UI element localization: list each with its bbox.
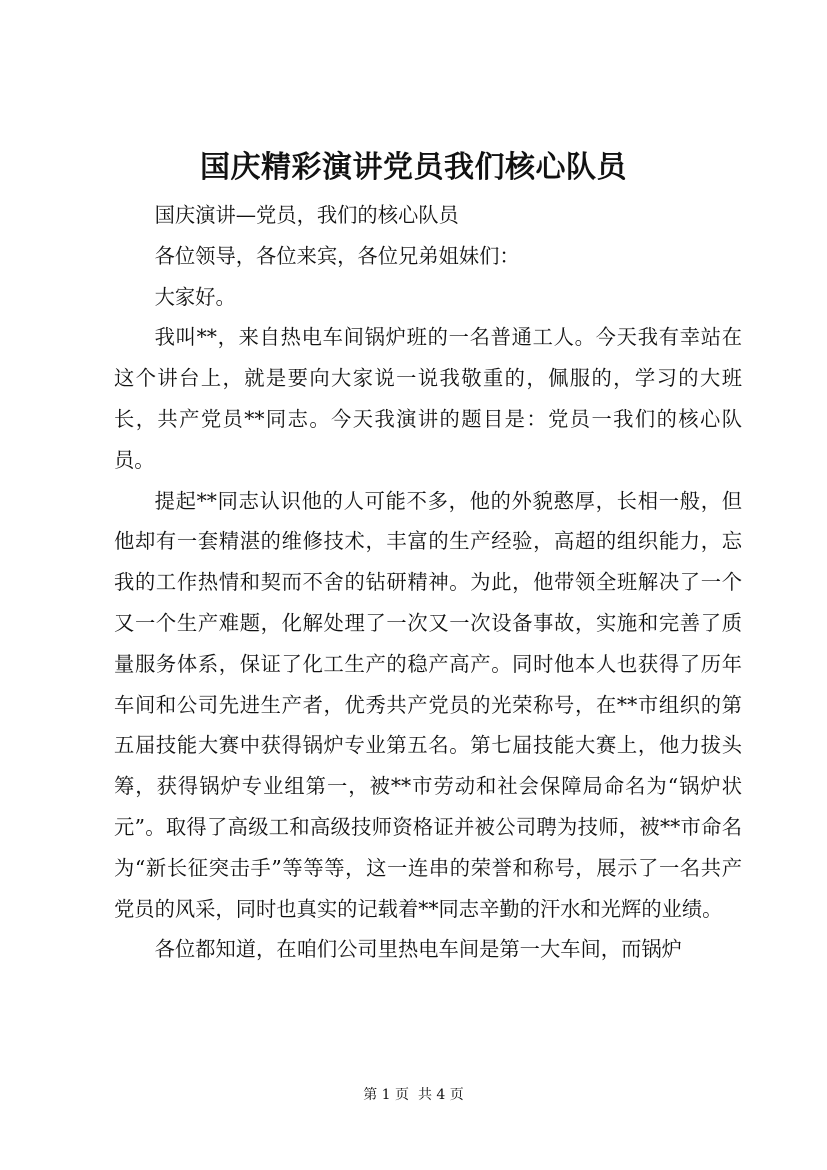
page-number-footer: 第 1 页 共 4 页	[363, 1087, 464, 1103]
paragraph-continuation: 各位都知道，在咱们公司里热电车间是第一大车间，而锅炉	[154, 937, 682, 962]
paragraph-greeting: 大家好。	[154, 284, 236, 309]
document-body	[114, 195, 742, 970]
paragraph-introduction: 我叫**，来自热电车间锅炉班的一名普通工人。今天我有幸站在这个讲台上，就是要向大家说一说我敬重的，佩服的，学习的大班长，共产党员**同志。今天我演讲的题目是：党员一我们的核心队员。	[114, 325, 742, 472]
document-title: 国庆精彩演讲党员我们核心队员	[200, 150, 627, 185]
paragraph-achievements: 提起**同志认识他的人可能不多，他的外貌憨厚，长相一般，但他却有一套精湛的维修技术，丰富的生产经验，高超的组织能力，忘我的工作热情和契而不舍的钻研精神。为此，他带领全班解决了一个又一个生产难题，化解处理了一次又一次设备事故，实施和完善了质量服务体系，保证了化工生产的稳产高产。同时他本人也获得了历年车间和公司先进生产者，优秀共产党员的光荣称号，在**市组织的第五届技能大赛中获得锅炉专业第五名。第七届技能大赛上，他力拔头筹，获得锅炉专业组第一，被**市劳动和社会保障局命名为“锅炉状元”。取得了高级工和高级技师资格证并被公司聘为技师，被**市命名为“新长征突击手”等等等，这一连串的荣誉和称号，展示了一名共产党员的风采，同时也真实的记载着**同志辛勤的汗水和光辉的业绩。	[114, 488, 742, 921]
paragraph-salutation: 各位领导，各位来宾，各位兄弟姐妹们：	[154, 243, 520, 268]
paragraph-subtitle: 国庆演讲—党员，我们的核心队员	[154, 203, 459, 227]
